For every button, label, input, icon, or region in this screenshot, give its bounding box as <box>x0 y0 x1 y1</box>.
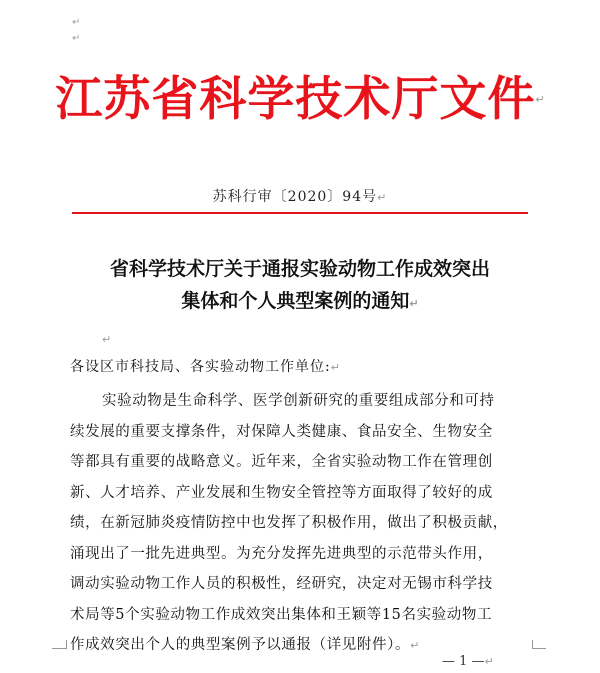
paragraph-mark-icon: ↵ <box>484 655 494 668</box>
paragraph-mark-icon: ↵ <box>377 191 388 204</box>
body-line: 术局等5个实验动物工作成效突出集体和王颖等15名实验动物工 <box>70 606 493 623</box>
header-red-rule <box>72 212 528 214</box>
paragraph-mark-icon: ↵ <box>409 297 419 310</box>
paragraph-mark-icon: ↵ <box>102 333 112 346</box>
body-line: 新、人才培养、产业发展和生物安全管控等方面取得了较好的成 <box>70 484 493 501</box>
notice-title-line: 集体和个人典型案例的通知↵ <box>181 290 419 312</box>
body-paragraph <box>70 386 540 662</box>
salutation-text: 各设区市科技局、各实验动物工作单位: <box>70 359 331 375</box>
notice-title-line: 省科学技术厅关于通报实验动物工作成效突出 <box>109 258 490 280</box>
document-header-title <box>0 72 600 128</box>
body-line: 作成效突出个人的典型案例予以通报（详见附件）。↵ <box>70 637 420 653</box>
page-number: — 1 —↵ <box>442 654 494 669</box>
margin-corner-mark <box>52 648 66 649</box>
document-number-text: 苏科行审〔2020〕94号 <box>212 189 378 205</box>
margin-corner-mark <box>66 640 67 649</box>
body-line: 绩，在新冠肺炎疫情防控中也发挥了积极作用，做出了积极贡献， <box>70 515 508 531</box>
body-line: 实验动物是生命科学、医学创新研究的重要组成部分和可持 <box>102 393 495 409</box>
paragraph-mark-icon: ↵ <box>72 33 81 44</box>
body-line: 等都具有重要的战略意义。近年来，全省实验动物工作在管理创 <box>70 454 493 470</box>
paragraph-mark-icon: ↵ <box>535 93 545 106</box>
paragraph-mark-icon: ↵ <box>410 639 420 652</box>
header-title-text: 江苏省科学技术厅文件 <box>55 72 536 127</box>
margin-corner-mark <box>532 648 546 649</box>
body-line: 续发展的重要支撑条件，对保障人类健康、食品安全、生物安全 <box>70 423 493 440</box>
margin-corner-mark <box>532 640 533 649</box>
body-line: 调动实验动物工作人员的积极性，经研究，决定对无锡市科学技 <box>70 576 493 592</box>
paragraph-mark-icon: ↵ <box>330 361 341 374</box>
notice-title <box>50 253 550 320</box>
document-number <box>0 186 600 206</box>
body-line: 涌现出了一批先进典型。为充分发挥先进典型的示范带头作用， <box>70 545 493 562</box>
paragraph-mark-icon: ↵ <box>72 17 81 28</box>
salutation <box>70 356 341 376</box>
